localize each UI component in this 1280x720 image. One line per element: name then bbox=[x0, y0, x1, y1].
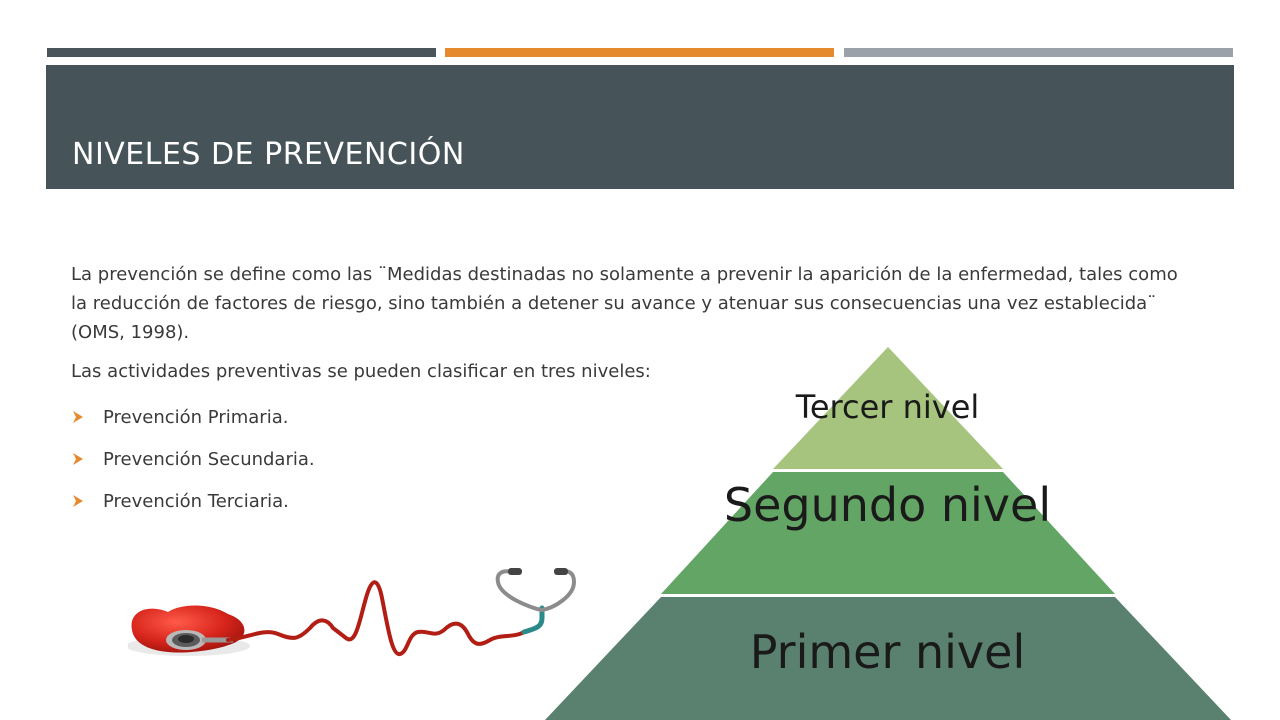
intro-paragraph: La prevención se define como las ¨Medidas destinadas no solamente a prevenir la aparición de la enfermedad, tales como la reducción de factores de riesgo, sino también a detener su avance y atenuar sus consecuencias una vez establecida¨ (OMS, 1998). bbox=[71, 264, 1178, 343]
lead-paragraph: Las actividades preventivas se pueden clasificar en tres niveles: bbox=[71, 361, 651, 382]
arrow-right-icon bbox=[71, 494, 95, 508]
heart-stethoscope-illustration bbox=[128, 568, 588, 668]
stethoscope-icon bbox=[498, 571, 542, 610]
slide-title: NIVELES DE PREVENCIÓN bbox=[72, 137, 465, 172]
accent-bar-orange bbox=[445, 48, 834, 57]
pyramid-label-top: Tercer nivel bbox=[795, 388, 980, 426]
pyramid-label-bottom: Primer nivel bbox=[749, 625, 1026, 679]
accent-bar-dark bbox=[47, 48, 436, 57]
title-band bbox=[46, 65, 1234, 189]
bullet-label: Prevención Terciaria. bbox=[103, 490, 289, 512]
arrow-right-icon bbox=[71, 410, 95, 424]
heartbeat-line-icon bbox=[228, 582, 524, 654]
bullet-label: Prevención Secundaria. bbox=[103, 448, 315, 470]
accent-bar-gray bbox=[844, 48, 1233, 57]
pyramid-label-middle: Segundo nivel bbox=[723, 478, 1052, 532]
arrow-right-icon bbox=[71, 452, 95, 466]
bullet-label: Prevención Primaria. bbox=[103, 406, 289, 428]
